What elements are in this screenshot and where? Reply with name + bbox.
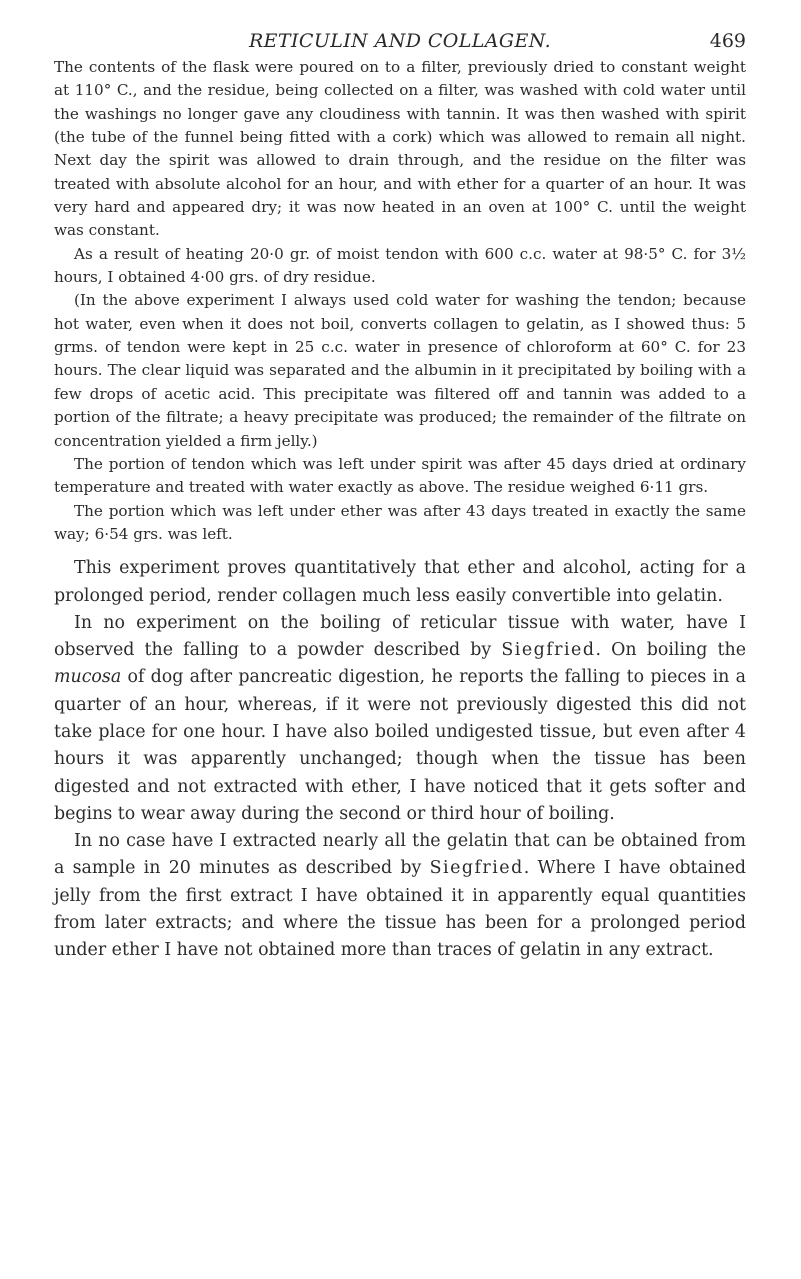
italic-term: mucosa	[54, 667, 122, 688]
text-run: . On boiling the	[595, 640, 746, 661]
paragraph-filter-procedure: The contents of the flask were poured on to a filter, previously dried to constant weight at 110° C., and the residue, being collected on a filter, was washed with cold water until the washings no longer gave any cloudiness with tannin. It was then washed with spirit (the tube of the funnel being fitted with a cork) which was allowed to remain all night. Next day the spirit was allowed to drain through, and the residue on the filter was treated with absolute alcohol for an hour, and with ether for a quarter of an hour. It was very hard and appeared dry; it was now heated in an oven at 100° C. until the weight was constant.	[54, 58, 746, 240]
text-run: In no case have I extracted nearly all the gelatin that can be obtained from a sample in 20 minutes as described by	[54, 831, 746, 879]
page	[54, 22, 746, 965]
text-run: of dog after pancreatic digestion, he reports the falling to pieces in a quarter of an hour, whereas, if it were not previously digested this did not take place for one hour. I have also boiled undigested tissue, but even after 4 hours it was apparently unchanged; though when the tissue has been digested and not extracted with ether, I have noticed that it gets softer and begins to wear away during the second or third hour of boiling.	[54, 667, 746, 824]
paragraph-boiling-experiments	[54, 610, 746, 828]
author-name: Siegfried	[501, 640, 596, 661]
paragraph-conclusion: This experiment proves quantitatively that ether and alcohol, acting for a prolonged period, render collagen much less easily convertible into gelatin.	[54, 558, 746, 606]
small-print-section	[54, 56, 746, 546]
paragraph-result: As a result of heating 20·0 gr. of moist tendon with 600 c.c. water at 98·5° C. for 3½ hours, I obtained 4·00 grs. of dry residue.	[54, 244, 746, 287]
text-run: In no experiment on the boiling of reticular tissue with water, have I observed the falling to a powder described by	[54, 612, 746, 661]
paragraph-cold-water-note: (In the above experiment I always used cold water for washing the tendon; because hot water, even when it does not boil, converts collagen to gelatin, as I showed thus: 5 grms. of tendon were kept in 25 c.c. water in presence of chloroform at 60° C. for 23 hours. The clear liquid was separated and the albumin in it precipitated by boiling with a few drops of acetic acid. This precipitate was filtered off and tannin was added to a portion of the filtrate; a heavy precipitate was produced; the remainder of the filtrate on concentration yielded a firm jelly.)	[54, 291, 746, 450]
paragraph-ether-portion: The portion which was left under ether was after 43 days treated in exactly the same way; 6·54 grs. was left.	[54, 501, 746, 543]
author-name: Siegfried	[429, 858, 524, 879]
body-text-section	[54, 555, 746, 964]
paragraph-gelatin-extraction	[54, 828, 746, 964]
page-header	[54, 22, 746, 56]
text-run: . Where I have obtained jelly from the first extract I have obtained it in apparently equal quantities from later extracts; and where the tissue has been for a prolonged period under ether I have not obtained more than traces of gelatin in any extract.	[54, 858, 746, 961]
running-title: RETICULIN AND COLLAGEN.	[248, 30, 552, 52]
page-number: 469	[709, 30, 746, 52]
paragraph-spirit-portion: The portion of tendon which was left under spirit was after 45 days dried at ordinary temperature and treated with water exactly as above. The residue weighed 6·11 grs.	[54, 454, 746, 497]
